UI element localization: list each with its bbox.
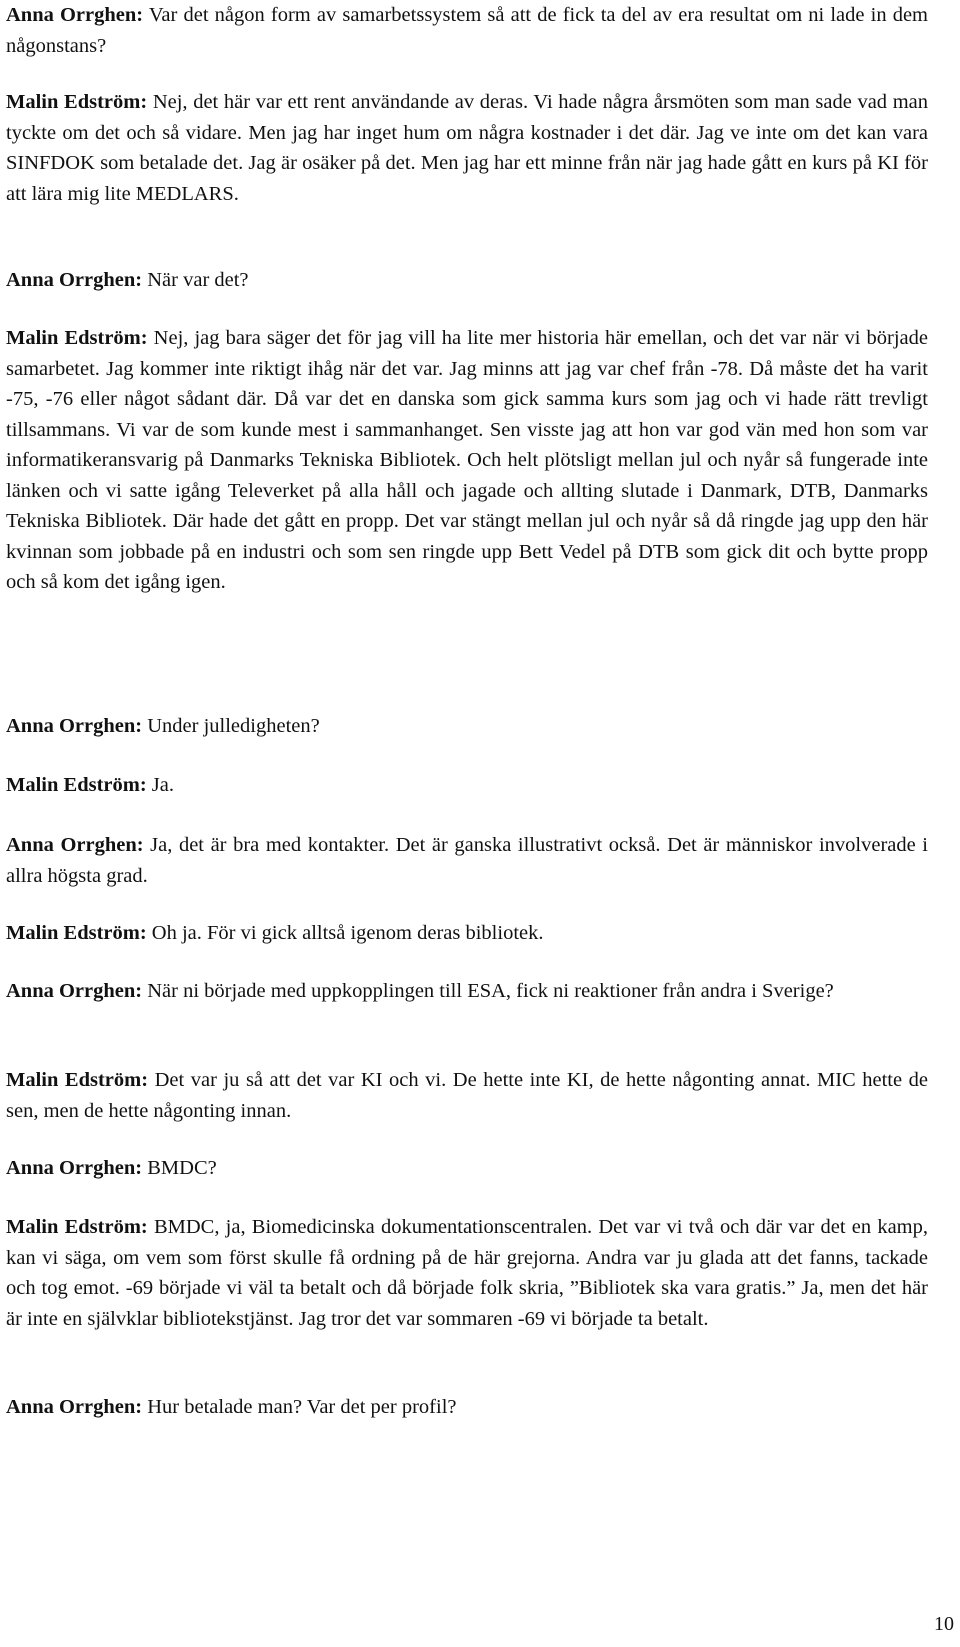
paragraph-text: BMDC?: [147, 1157, 217, 1179]
speaker-label: Malin Edström:: [6, 1216, 148, 1238]
paragraph-text: Ja.: [151, 774, 174, 796]
paragraph-1: [6, 0, 928, 61]
paragraph-text: Nej, jag bara säger det för jag vill ha lite mer historia här emellan, och det var när vi började samarbetet. Jag kommer inte riktigt ihåg när det var. Jag minns att jag var chef från -78. Då måste det ha varit -75, -76 eller något sådant där. Då var det en danska som gick samma kurs som jag och vi hade rätt trevligt tillsammans. Vi var de som kunde mest i sammanhanget. Sen visste jag att hon var god vän med hon som var informatikeransvarig på Danmarks Tekniska Bibliotek. Och helt plötsligt mellan jul och nyår så fungerade inte länken och vi satte igång Televerket på alla håll och jagade och allting slutade i Danmark, DTB, Danmarks Tekniska Bibliotek. Där hade det gått en propp. Det var stängt mellan jul och nyår så då ringde jag upp den här kvinnan som jobbade på en industri och som sen ringde upp Bett Vedel på DTB som gick dit och bytte propp och så kom det igång igen.: [6, 327, 929, 593]
speaker-label: Anna Orrghen:: [6, 1157, 143, 1179]
paragraph-11: [6, 1153, 928, 1184]
speaker-label: Malin Edström:: [6, 327, 148, 349]
paragraph-5: [6, 711, 928, 742]
paragraph-text: Ja, det är bra med kontakter. Det är ganska illustrativt också. Det är människor involverade i allra högsta grad.: [6, 834, 928, 887]
speaker-label: Malin Edström:: [6, 91, 148, 113]
paragraph-9: [6, 976, 928, 1007]
speaker-label: Malin Edström:: [6, 774, 147, 796]
paragraph-10: [6, 1065, 928, 1126]
paragraph-3: [6, 265, 928, 296]
paragraph-text: Hur betalade man? Var det per profil?: [147, 1396, 457, 1418]
paragraph-text: När ni började med uppkopplingen till ESA, fick ni reaktioner från andra i Sverige?: [147, 980, 834, 1002]
speaker-label: Malin Edström:: [6, 1069, 149, 1091]
speaker-label: Malin Edström:: [6, 922, 147, 944]
paragraph-text: När var det?: [147, 269, 249, 291]
paragraph-12: [6, 1212, 928, 1334]
paragraph-text: Nej, det här var ett rent användande av deras. Vi hade några årsmöten som man sade vad man tyckte om det och så vidare. Men jag har inget hum om några kostnader i det där. Jag ve inte om det kan vara SINFDOK som betalade det. Jag är osäker på det. Men jag har ett minne från när jag hade gått en kurs på KI för att lära mig lite MEDLARS.: [6, 91, 928, 205]
paragraph-13: [6, 1392, 928, 1423]
paragraph-2: [6, 87, 928, 209]
paragraph-text: Det var ju så att det var KI och vi. De hette inte KI, de hette någonting annat. MIC hette de sen, men de hette någonting innan.: [6, 1069, 928, 1122]
paragraph-text: Oh ja. För vi gick alltså igenom deras bibliotek.: [151, 922, 544, 944]
paragraph-text: BMDC, ja, Biomedicinska dokumentationscentralen. Det var vi två och där var det en kamp, kan vi säga, om vem som först skulle få ordning på de här grejorna. Andra var ju glada att det fanns, tackade och tog emot. -69 började vi väl ta betalt och då började folk skria, ”Bibliotek ska vara gratis.” Ja, men det här är inte en självklar bibliotekstjänst. Jag tror det var sommaren -69 vi började ta betalt.: [6, 1216, 928, 1330]
page-number: 10: [934, 1613, 954, 1635]
paragraph-6: [6, 770, 928, 801]
speaker-label: Anna Orrghen:: [6, 715, 143, 737]
paragraph-text: Under julledigheten?: [147, 715, 320, 737]
paragraph-text: Var det någon form av samarbetssystem så att de fick ta del av era resultat om ni lade in dem någonstans?: [6, 4, 928, 57]
speaker-label: Anna Orrghen:: [6, 4, 144, 26]
speaker-label: Anna Orrghen:: [6, 980, 143, 1002]
paragraph-4: [6, 323, 928, 598]
paragraph-8: [6, 918, 928, 949]
paragraph-7: [6, 830, 928, 891]
speaker-label: Anna Orrghen:: [6, 834, 144, 856]
speaker-label: Anna Orrghen:: [6, 269, 143, 291]
speaker-label: Anna Orrghen:: [6, 1396, 143, 1418]
